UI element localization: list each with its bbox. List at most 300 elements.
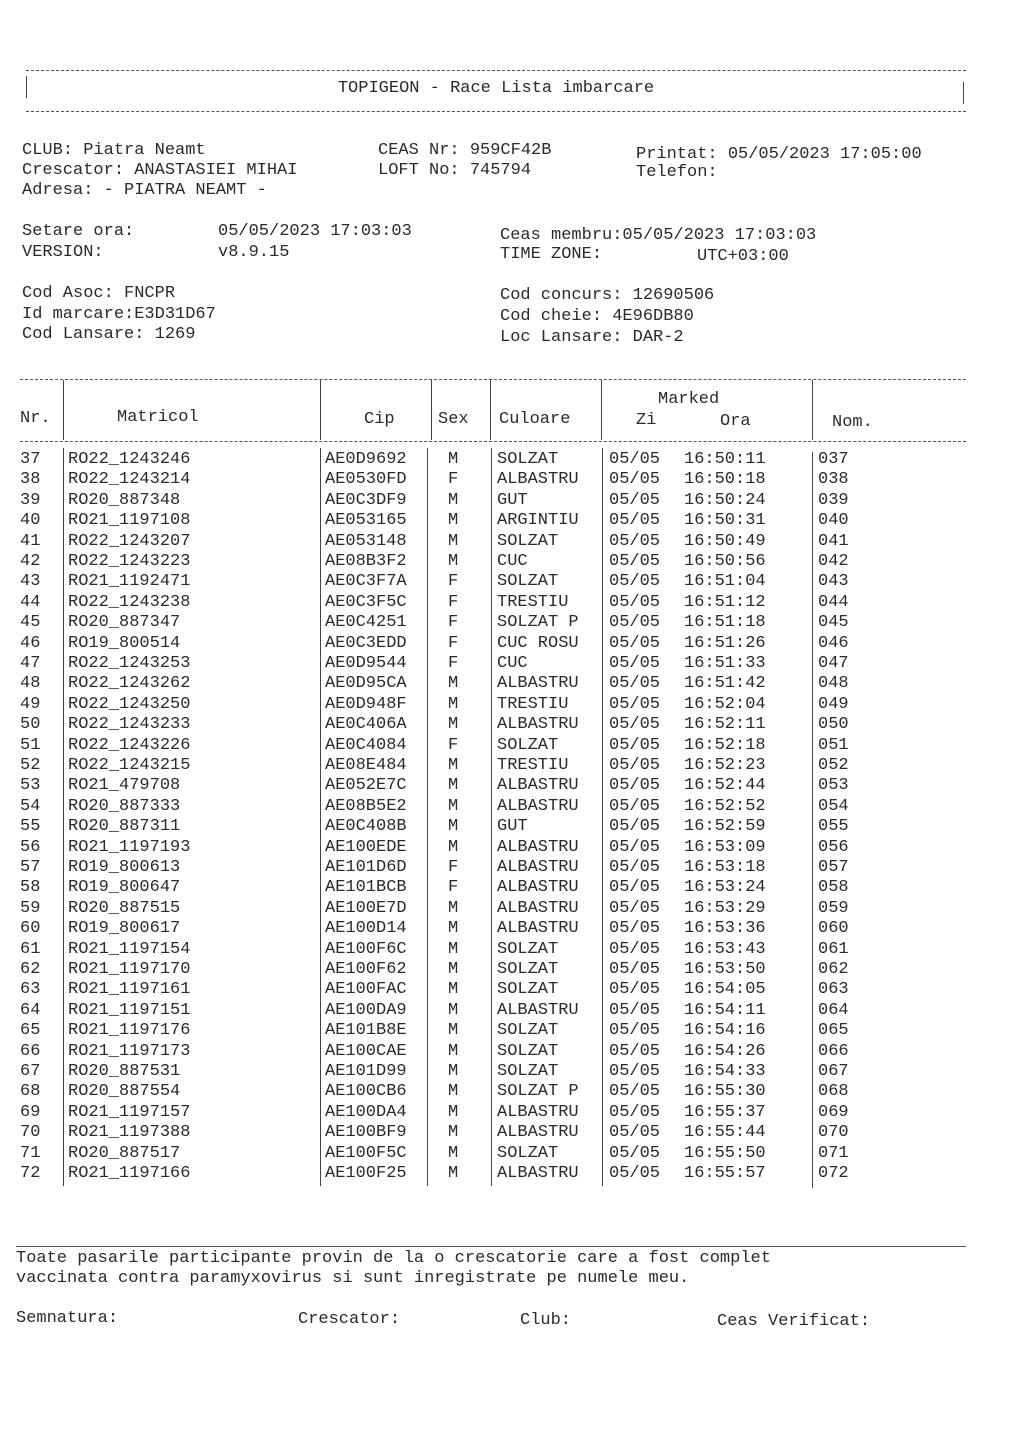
row-sex: F: [448, 858, 459, 877]
row-sex: M: [448, 1143, 459, 1163]
row-zi: 05/05: [609, 572, 661, 592]
table-row: [0, 1062, 1024, 1082]
row-cip: AE0C4084: [325, 735, 407, 755]
row-culoare: SOLZAT: [497, 450, 559, 469]
row-sex: M: [448, 1164, 459, 1183]
row-nr: 58: [20, 878, 41, 898]
row-zi: 05/05: [609, 1143, 661, 1163]
table-row: [0, 1001, 1024, 1021]
row-matricol: RO22_1243207: [68, 531, 191, 551]
row-zi: 05/05: [609, 858, 661, 877]
row-culoare: SOLZAT: [497, 1041, 559, 1061]
title-top-border: [26, 70, 966, 71]
row-cip: AE08B3F2: [325, 552, 407, 571]
row-matricol: RO22_1243246: [68, 450, 191, 469]
row-matricol: RO21_1197173: [68, 1041, 191, 1061]
row-nom: 068: [818, 1082, 849, 1102]
row-nr: 48: [20, 674, 41, 694]
row-nr: 50: [20, 715, 41, 735]
row-nr: 59: [20, 898, 41, 918]
table-row: [0, 511, 1024, 531]
row-nr: 67: [20, 1062, 41, 1081]
club-signature-label: Club:: [520, 1311, 572, 1330]
cod-cheie: Cod cheie: 4E96DB80: [500, 307, 694, 326]
row-culoare: ALBASTRU: [497, 674, 579, 694]
row-cip: AE053165: [325, 511, 407, 531]
col-header-marked: Marked: [658, 390, 720, 409]
row-nr: 38: [20, 470, 41, 490]
table-header-divider: [20, 441, 966, 442]
row-nom: 038: [818, 470, 849, 490]
row-ora: 16:52:59: [684, 817, 766, 837]
row-zi: 05/05: [609, 694, 661, 714]
row-ora: 16:50:24: [684, 490, 766, 510]
row-matricol: RO20_887531: [68, 1062, 181, 1081]
table-row: [0, 695, 1024, 715]
row-matricol: RO22_1243233: [68, 715, 191, 735]
row-culoare: SOLZAT: [497, 939, 559, 959]
row-ora: 16:51:18: [684, 613, 766, 633]
row-culoare: ALBASTRU: [497, 776, 579, 796]
row-nr: 69: [20, 1102, 41, 1122]
row-matricol: RO21_1197170: [68, 960, 191, 979]
row-sex: F: [448, 735, 459, 755]
row-cip: AE08E484: [325, 756, 407, 775]
table-row: [0, 940, 1024, 960]
table-row: [0, 960, 1024, 980]
row-culoare: ALBASTRU: [497, 1000, 579, 1020]
row-matricol: RO21_1197193: [68, 837, 191, 857]
row-culoare: SOLZAT: [497, 980, 559, 1000]
row-nom: 052: [818, 756, 849, 775]
title-bottom-border: [26, 111, 966, 112]
row-culoare: CUC ROSU: [497, 633, 579, 653]
row-cip: AE100F25: [325, 1164, 407, 1183]
table-row: [0, 593, 1024, 613]
row-sex: M: [448, 1123, 459, 1143]
row-cip: AE053148: [325, 531, 407, 551]
row-culoare: ALBASTRU: [497, 858, 579, 877]
row-nom: 048: [818, 674, 849, 694]
row-sex: M: [448, 1102, 459, 1122]
version-value: v8.9.15: [218, 243, 290, 262]
title-right-border: [963, 82, 964, 104]
row-ora: 16:50:56: [684, 552, 766, 571]
table-row: [0, 797, 1024, 817]
row-zi: 05/05: [609, 898, 661, 918]
row-zi: 05/05: [609, 470, 661, 490]
row-nom: 066: [818, 1041, 849, 1061]
row-matricol: RO21_1197151: [68, 1000, 191, 1020]
setare-ora-value: 05/05/2023 17:03:03: [218, 222, 412, 241]
row-sex: M: [448, 960, 459, 979]
row-matricol: RO19_800613: [68, 858, 181, 877]
row-culoare: SOLZAT P: [497, 613, 579, 633]
row-matricol: RO19_800647: [68, 878, 181, 898]
row-nr: 46: [20, 633, 41, 653]
row-nr: 62: [20, 960, 41, 979]
row-cip: AE100F5C: [325, 1143, 407, 1163]
row-nr: 66: [20, 1041, 41, 1061]
row-nom: 049: [818, 694, 849, 714]
row-nom: 061: [818, 939, 849, 959]
row-cip: AE0D95CA: [325, 674, 407, 694]
row-cip: AE0C3F7A: [325, 572, 407, 592]
row-zi: 05/05: [609, 1041, 661, 1061]
row-ora: 16:50:31: [684, 511, 766, 531]
row-zi: 05/05: [609, 837, 661, 857]
row-matricol: RO22_1243250: [68, 694, 191, 714]
row-nr: 61: [20, 939, 41, 959]
footer-divider: [16, 1246, 966, 1247]
row-ora: 16:53:43: [684, 939, 766, 959]
row-zi: 05/05: [609, 878, 661, 898]
col-header-nom: Nom.: [832, 413, 873, 432]
table-row: [0, 1123, 1024, 1143]
row-zi: 05/05: [609, 796, 661, 816]
row-sex: F: [448, 654, 459, 673]
row-zi: 05/05: [609, 1021, 661, 1041]
row-zi: 05/05: [609, 817, 661, 837]
row-zi: 05/05: [609, 1102, 661, 1122]
row-matricol: RO22_1243215: [68, 756, 191, 775]
row-ora: 16:51:26: [684, 633, 766, 653]
row-matricol: RO21_1192471: [68, 572, 191, 592]
row-cip: AE100CAE: [325, 1041, 407, 1061]
table-row: [0, 756, 1024, 776]
row-ora: 16:53:50: [684, 960, 766, 979]
row-zi: 05/05: [609, 756, 661, 775]
title-box: [26, 70, 966, 112]
row-matricol: RO21_479708: [68, 776, 181, 796]
row-nr: 41: [20, 531, 41, 551]
row-ora: 16:51:42: [684, 674, 766, 694]
table-row: [0, 634, 1024, 654]
row-nr: 45: [20, 613, 41, 633]
setare-ora-label: Setare ora:: [22, 222, 135, 241]
row-culoare: CUC: [497, 654, 528, 673]
row-sex: M: [448, 552, 459, 571]
row-zi: 05/05: [609, 939, 661, 959]
row-culoare: ALBASTRU: [497, 715, 579, 735]
row-nom: 051: [818, 735, 849, 755]
row-zi: 05/05: [609, 919, 661, 939]
table-row: [0, 817, 1024, 837]
row-nr: 54: [20, 796, 41, 816]
row-zi: 05/05: [609, 450, 661, 469]
row-matricol: RO20_887348: [68, 490, 181, 510]
row-zi: 05/05: [609, 531, 661, 551]
row-cip: AE100F6C: [325, 939, 407, 959]
table-row: [0, 980, 1024, 1000]
row-culoare: CUC: [497, 552, 528, 571]
row-sex: M: [448, 1082, 459, 1102]
version-label: VERSION:: [22, 243, 104, 262]
club-line: CLUB: Piatra Neamt: [22, 141, 206, 160]
row-ora: 16:53:24: [684, 878, 766, 898]
row-nr: 40: [20, 511, 41, 531]
row-zi: 05/05: [609, 511, 661, 531]
row-zi: 05/05: [609, 490, 661, 510]
table-row: [0, 674, 1024, 694]
table-row: [0, 470, 1024, 490]
row-cip: AE101D6D: [325, 858, 407, 877]
row-culoare: SOLZAT: [497, 1143, 559, 1163]
row-cip: AE0D9692: [325, 450, 407, 469]
row-sex: M: [448, 531, 459, 551]
row-nom: 072: [818, 1164, 849, 1183]
row-matricol: RO22_1243214: [68, 470, 191, 490]
row-zi: 05/05: [609, 980, 661, 1000]
row-zi: 05/05: [609, 1082, 661, 1102]
row-culoare: SOLZAT: [497, 572, 559, 592]
col-header-cip: Cip: [364, 410, 395, 429]
row-ora: 16:53:36: [684, 919, 766, 939]
row-cip: AE0C3DF9: [325, 490, 407, 510]
row-nom: 067: [818, 1062, 849, 1081]
row-nom: 050: [818, 715, 849, 735]
semnatura-label: Semnatura:: [16, 1309, 119, 1328]
row-nom: 046: [818, 633, 849, 653]
ceas-verificat-label: Ceas Verificat:: [717, 1312, 871, 1331]
row-sex: M: [448, 1062, 459, 1081]
row-nom: 060: [818, 919, 849, 939]
row-sex: M: [448, 898, 459, 918]
row-sex: M: [448, 776, 459, 796]
id-marcare: Id marcare:E3D31D67: [22, 305, 216, 324]
row-nom: 055: [818, 817, 849, 837]
row-sex: M: [448, 694, 459, 714]
row-nom: 043: [818, 572, 849, 592]
cod-lansare: Cod Lansare: 1269: [22, 325, 196, 344]
row-zi: 05/05: [609, 592, 661, 612]
row-sex: M: [448, 511, 459, 531]
col-header-nr: Nr.: [20, 409, 51, 428]
table-row: [0, 1164, 1024, 1184]
row-zi: 05/05: [609, 552, 661, 571]
header-vline-1: [63, 380, 64, 440]
header-vline-5: [601, 380, 602, 440]
row-nom: 056: [818, 837, 849, 857]
telefon: Telefon:: [636, 163, 718, 182]
row-culoare: ALBASTRU: [497, 1164, 579, 1183]
table-row: [0, 1042, 1024, 1062]
row-cip: AE0530FD: [325, 470, 407, 490]
row-nr: 51: [20, 735, 41, 755]
row-zi: 05/05: [609, 1164, 661, 1183]
row-matricol: RO22_1243262: [68, 674, 191, 694]
row-matricol: RO19_800617: [68, 919, 181, 939]
row-sex: M: [448, 796, 459, 816]
row-nom: 059: [818, 898, 849, 918]
header-vline-3: [431, 380, 432, 440]
row-sex: M: [448, 715, 459, 735]
row-nom: 044: [818, 592, 849, 612]
row-ora: 16:54:16: [684, 1021, 766, 1041]
table-row: [0, 899, 1024, 919]
table-row: [0, 858, 1024, 878]
row-cip: AE052E7C: [325, 776, 407, 796]
row-zi: 05/05: [609, 735, 661, 755]
row-sex: F: [448, 592, 459, 612]
col-header-sex: Sex: [438, 410, 469, 429]
table-row: [0, 776, 1024, 796]
row-nr: 42: [20, 552, 41, 571]
cod-asoc: Cod Asoc: FNCPR: [22, 284, 176, 303]
row-matricol: RO20_887311: [68, 817, 181, 837]
col-header-ora: Ora: [720, 412, 751, 431]
row-culoare: ALBASTRU: [497, 878, 579, 898]
row-nr: 63: [20, 980, 41, 1000]
row-sex: M: [448, 1000, 459, 1020]
row-culoare: ALBASTRU: [497, 837, 579, 857]
table-row: [0, 532, 1024, 552]
table-row: [0, 491, 1024, 511]
row-ora: 16:55:30: [684, 1082, 766, 1102]
row-zi: 05/05: [609, 960, 661, 979]
row-zi: 05/05: [609, 776, 661, 796]
row-sex: M: [448, 919, 459, 939]
row-nr: 65: [20, 1021, 41, 1041]
row-cip: AE100FAC: [325, 980, 407, 1000]
row-ora: 16:51:12: [684, 592, 766, 612]
row-culoare: ALBASTRU: [497, 919, 579, 939]
row-culoare: SOLZAT: [497, 1062, 559, 1081]
row-culoare: ALBASTRU: [497, 796, 579, 816]
row-matricol: RO21_1197157: [68, 1102, 191, 1122]
row-culoare: ALBASTRU: [497, 470, 579, 490]
row-matricol: RO22_1243226: [68, 735, 191, 755]
table-row: [0, 552, 1024, 572]
row-sex: F: [448, 613, 459, 633]
printat: Printat: 05/05/2023 17:05:00: [636, 145, 922, 164]
statement-line-1: Toate pasarile participante provin de la o crescatorie care a fost complet: [16, 1249, 771, 1268]
row-zi: 05/05: [609, 1062, 661, 1081]
row-ora: 16:54:26: [684, 1041, 766, 1061]
row-nr: 55: [20, 817, 41, 837]
table-top-divider: [20, 379, 966, 380]
row-nr: 64: [20, 1000, 41, 1020]
row-matricol: RO19_800514: [68, 633, 181, 653]
row-cip: AE100DA9: [325, 1000, 407, 1020]
table-row: [0, 572, 1024, 592]
row-sex: M: [448, 939, 459, 959]
row-nom: 065: [818, 1021, 849, 1041]
row-sex: M: [448, 1041, 459, 1061]
row-sex: M: [448, 674, 459, 694]
row-culoare: TRESTIU: [497, 756, 569, 775]
row-sex: M: [448, 1021, 459, 1041]
row-ora: 16:52:04: [684, 694, 766, 714]
row-culoare: TRESTIU: [497, 694, 569, 714]
row-nom: 047: [818, 654, 849, 673]
row-nr: 47: [20, 654, 41, 673]
row-nom: 045: [818, 613, 849, 633]
row-matricol: RO20_887515: [68, 898, 181, 918]
crescator-line: Crescator: ANASTASIEI MIHAI: [22, 161, 298, 180]
row-cip: AE0C3F5C: [325, 592, 407, 612]
row-cip: AE101BCB: [325, 878, 407, 898]
row-nr: 57: [20, 858, 41, 877]
row-nom: 057: [818, 858, 849, 877]
row-zi: 05/05: [609, 715, 661, 735]
row-culoare: ARGINTIU: [497, 511, 579, 531]
row-ora: 16:50:11: [684, 450, 766, 469]
crescator-signature-label: Crescator:: [298, 1310, 401, 1329]
row-culoare: TRESTIU: [497, 592, 569, 612]
table-row: [0, 715, 1024, 735]
row-nom: 040: [818, 511, 849, 531]
row-ora: 16:54:05: [684, 980, 766, 1000]
table-row: [0, 1082, 1024, 1102]
row-ora: 16:55:44: [684, 1123, 766, 1143]
row-ora: 16:53:09: [684, 837, 766, 857]
row-matricol: RO22_1243253: [68, 654, 191, 673]
row-nr: 52: [20, 756, 41, 775]
ceas-membru: Ceas membru:05/05/2023 17:03:03: [500, 226, 817, 245]
row-nr: 70: [20, 1123, 41, 1143]
row-cip: AE100EDE: [325, 837, 407, 857]
row-zi: 05/05: [609, 633, 661, 653]
row-nom: 070: [818, 1123, 849, 1143]
row-nr: 68: [20, 1082, 41, 1102]
time-zone-label: TIME ZONE:: [500, 245, 603, 264]
time-zone-value: UTC+03:00: [697, 247, 789, 266]
table-row: [0, 450, 1024, 470]
row-nr: 56: [20, 837, 41, 857]
ceas-nr: CEAS Nr: 959CF42B: [378, 141, 552, 160]
col-header-culoare: Culoare: [499, 410, 571, 429]
row-ora: 16:50:18: [684, 470, 766, 490]
row-matricol: RO22_1243223: [68, 552, 191, 571]
row-nom: 071: [818, 1143, 849, 1163]
document-title: TOPIGEON - Race Lista imbarcare: [337, 79, 655, 98]
row-cip: AE101D99: [325, 1062, 407, 1081]
row-nr: 49: [20, 694, 41, 714]
table-row: [0, 919, 1024, 939]
row-cip: AE0C406A: [325, 715, 407, 735]
row-zi: 05/05: [609, 613, 661, 633]
row-matricol: RO21_1197161: [68, 980, 191, 1000]
row-nom: 039: [818, 490, 849, 510]
row-matricol: RO20_887554: [68, 1082, 181, 1102]
row-matricol: RO21_1197166: [68, 1164, 191, 1183]
table-row: [0, 1103, 1024, 1123]
row-sex: M: [448, 490, 459, 510]
row-sex: F: [448, 572, 459, 592]
table-row: [0, 1144, 1024, 1164]
row-nom: 042: [818, 552, 849, 571]
row-sex: M: [448, 980, 459, 1000]
row-ora: 16:52:18: [684, 735, 766, 755]
row-cip: AE100DA4: [325, 1102, 407, 1122]
header-vline-4: [490, 380, 491, 440]
row-ora: 16:55:50: [684, 1143, 766, 1163]
row-ora: 16:53:29: [684, 898, 766, 918]
row-cip: AE08B5E2: [325, 796, 407, 816]
row-ora: 16:54:33: [684, 1062, 766, 1081]
cod-concurs: Cod concurs: 12690506: [500, 286, 715, 305]
row-cip: AE100CB6: [325, 1082, 407, 1102]
row-ora: 16:52:23: [684, 756, 766, 775]
col-header-matricol: Matricol: [117, 408, 199, 427]
row-cip: AE100BF9: [325, 1123, 407, 1143]
row-matricol: RO21_1197388: [68, 1123, 191, 1143]
row-zi: 05/05: [609, 1000, 661, 1020]
header-vline-6: [812, 380, 813, 440]
row-zi: 05/05: [609, 654, 661, 673]
row-culoare: SOLZAT: [497, 960, 559, 979]
